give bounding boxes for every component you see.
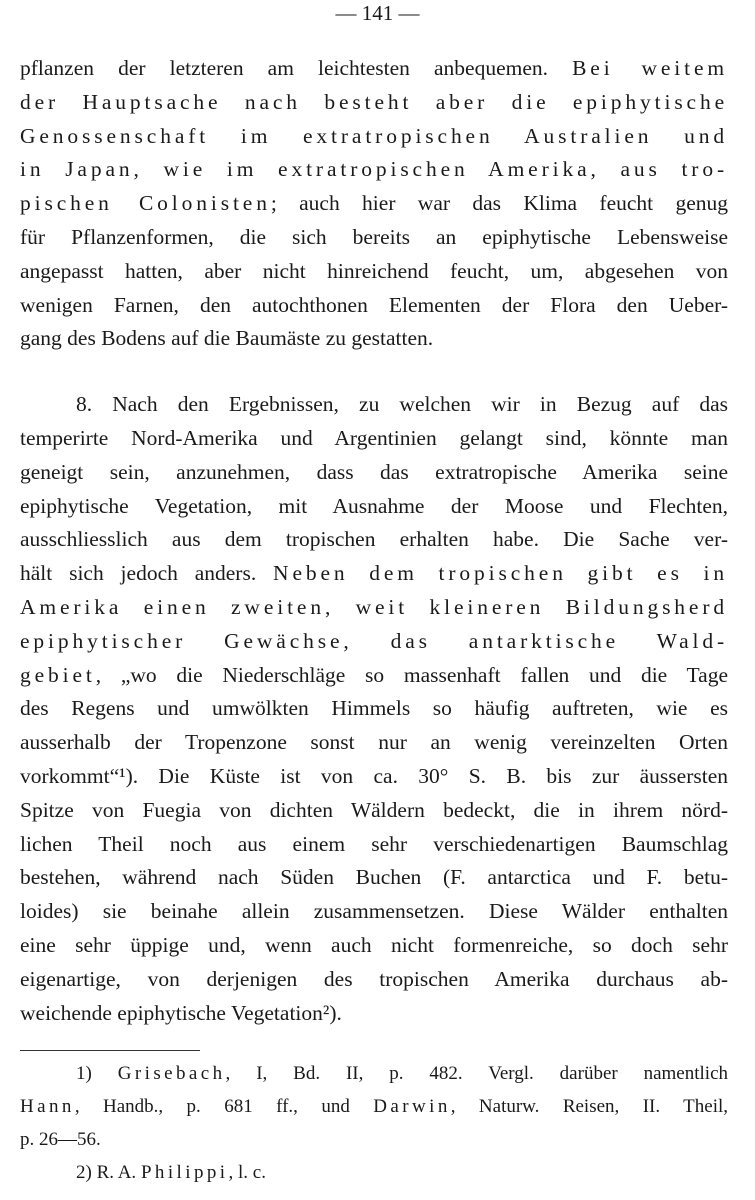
footnote-line: 1) Grisebach, I, Bd. II, p. 482. Vergl. darüber namentlich xyxy=(76,1063,729,1084)
text-line: weichende epiphytische Vegetation²). xyxy=(20,1000,342,1025)
text-line: eigenartige, von derjenigen des tropischen Amerika durchaus ab- xyxy=(20,966,728,991)
body-text xyxy=(20,52,728,1030)
paragraph-gap xyxy=(20,356,728,388)
text-line: für Pflanzenformen, die sich bereits an epiphytische Lebensweise xyxy=(20,224,728,249)
spaced-emphasis: Bei weitem xyxy=(572,56,728,80)
page-number: — 141 — xyxy=(335,1,420,25)
text-line: wenigen Farnen, den autochthonen Elementen der Flora den Ueber- xyxy=(20,292,728,317)
text-line: Spitze von Fuegia von dichten Wäldern bedeckt, die in ihrem nörd- xyxy=(20,797,728,822)
text-line: vorkommt“¹). Die Küste ist von ca. 30° S. B. bis zur äussersten xyxy=(20,763,728,788)
text-line: temperirte Nord-Amerika und Argentinien gelangt sind, könnte man xyxy=(20,425,728,450)
text-line: lichen Theil noch aus einem sehr verschiedenartigen Baumschlag xyxy=(20,831,728,856)
text-line: ausschliesslich aus dem tropischen erhalten habe. Die Sache ver- xyxy=(20,527,728,552)
text-line: pischen Colonisten; auch hier war das Klima feucht genug xyxy=(20,191,729,216)
footnote-line: p. 26—56. xyxy=(20,1129,101,1150)
footnote-1 xyxy=(20,1057,728,1156)
text-line: pflanzen der letzteren am leichtesten anbequemen. Bei weitem xyxy=(20,56,728,80)
spaced-emphasis: Neben dem tropischen gibt es in xyxy=(273,561,728,586)
footnote-rule xyxy=(20,1050,200,1051)
text-line: 8. Nach den Ergebnissen, zu welchen wir in Bezug auf das xyxy=(76,392,728,417)
text-line: ausserhalb der Tropenzone sonst nur an wenig vereinzelten Orten xyxy=(20,730,728,755)
text-line: epiphytische Vegetation, mit Ausnahme der Moose und Flechten, xyxy=(20,493,728,518)
text-line: der Hauptsache nach besteht aber die epiphytische xyxy=(20,89,728,114)
text-line: gang des Bodens auf die Baumäste zu gestatten. xyxy=(20,326,434,351)
spaced-emphasis: Hann xyxy=(20,1096,75,1117)
text-line: des Regens und umwölkten Himmels so häufig auftreten, wie es xyxy=(20,696,728,721)
footnote-line: 2) R. A. Philippi, l. c. xyxy=(76,1162,266,1183)
text-line: epiphytischer Gewächse, das antarktische Wald- xyxy=(20,628,728,653)
paragraph-section-8 xyxy=(20,388,728,1030)
text-line: in Japan, wie im extratropischen Amerika, aus tro- xyxy=(20,157,728,182)
text-line: bestehen, während nach Süden Buchen (F. antarctica und F. betu- xyxy=(20,865,728,890)
paragraph-continuation xyxy=(20,52,728,356)
spaced-emphasis: gebiet xyxy=(20,662,96,687)
text-line: Amerika einen zweiten, weit kleineren Bildungsherd xyxy=(20,594,728,619)
text-line: loides) sie beinahe allein zusammensetzen. Diese Wälder enthalten xyxy=(20,899,728,924)
spaced-emphasis: Grisebach xyxy=(117,1063,226,1084)
spaced-emphasis: pischen Colonisten xyxy=(20,191,271,216)
text-line: hält sich jedoch anders. Neben dem tropischen gibt es in xyxy=(20,561,728,586)
text-line: eine sehr üppige und, wenn auch nicht formenreiche, so doch sehr xyxy=(20,932,728,957)
spaced-emphasis: Philippi xyxy=(140,1162,229,1183)
text-line: angepasst hatten, aber nicht hinreichend feucht, um, abgesehen von xyxy=(20,258,728,283)
spaced-emphasis: Darwin xyxy=(373,1096,451,1117)
footnote-2 xyxy=(20,1156,728,1189)
footnotes xyxy=(20,1057,728,1189)
text-line: geneigt sein, anzunehmen, dass das extratropische Amerika seine xyxy=(20,459,728,484)
text-line: Genossenschaft im extratropischen Australien und xyxy=(20,123,728,148)
text-line: gebiet, „wo die Niederschläge so massenhaft fallen und die Tage xyxy=(20,662,728,687)
footnote-line: Hann, Handb., p. 681 ff., und Darwin, Naturw. Reisen, II. Theil, xyxy=(20,1096,729,1117)
